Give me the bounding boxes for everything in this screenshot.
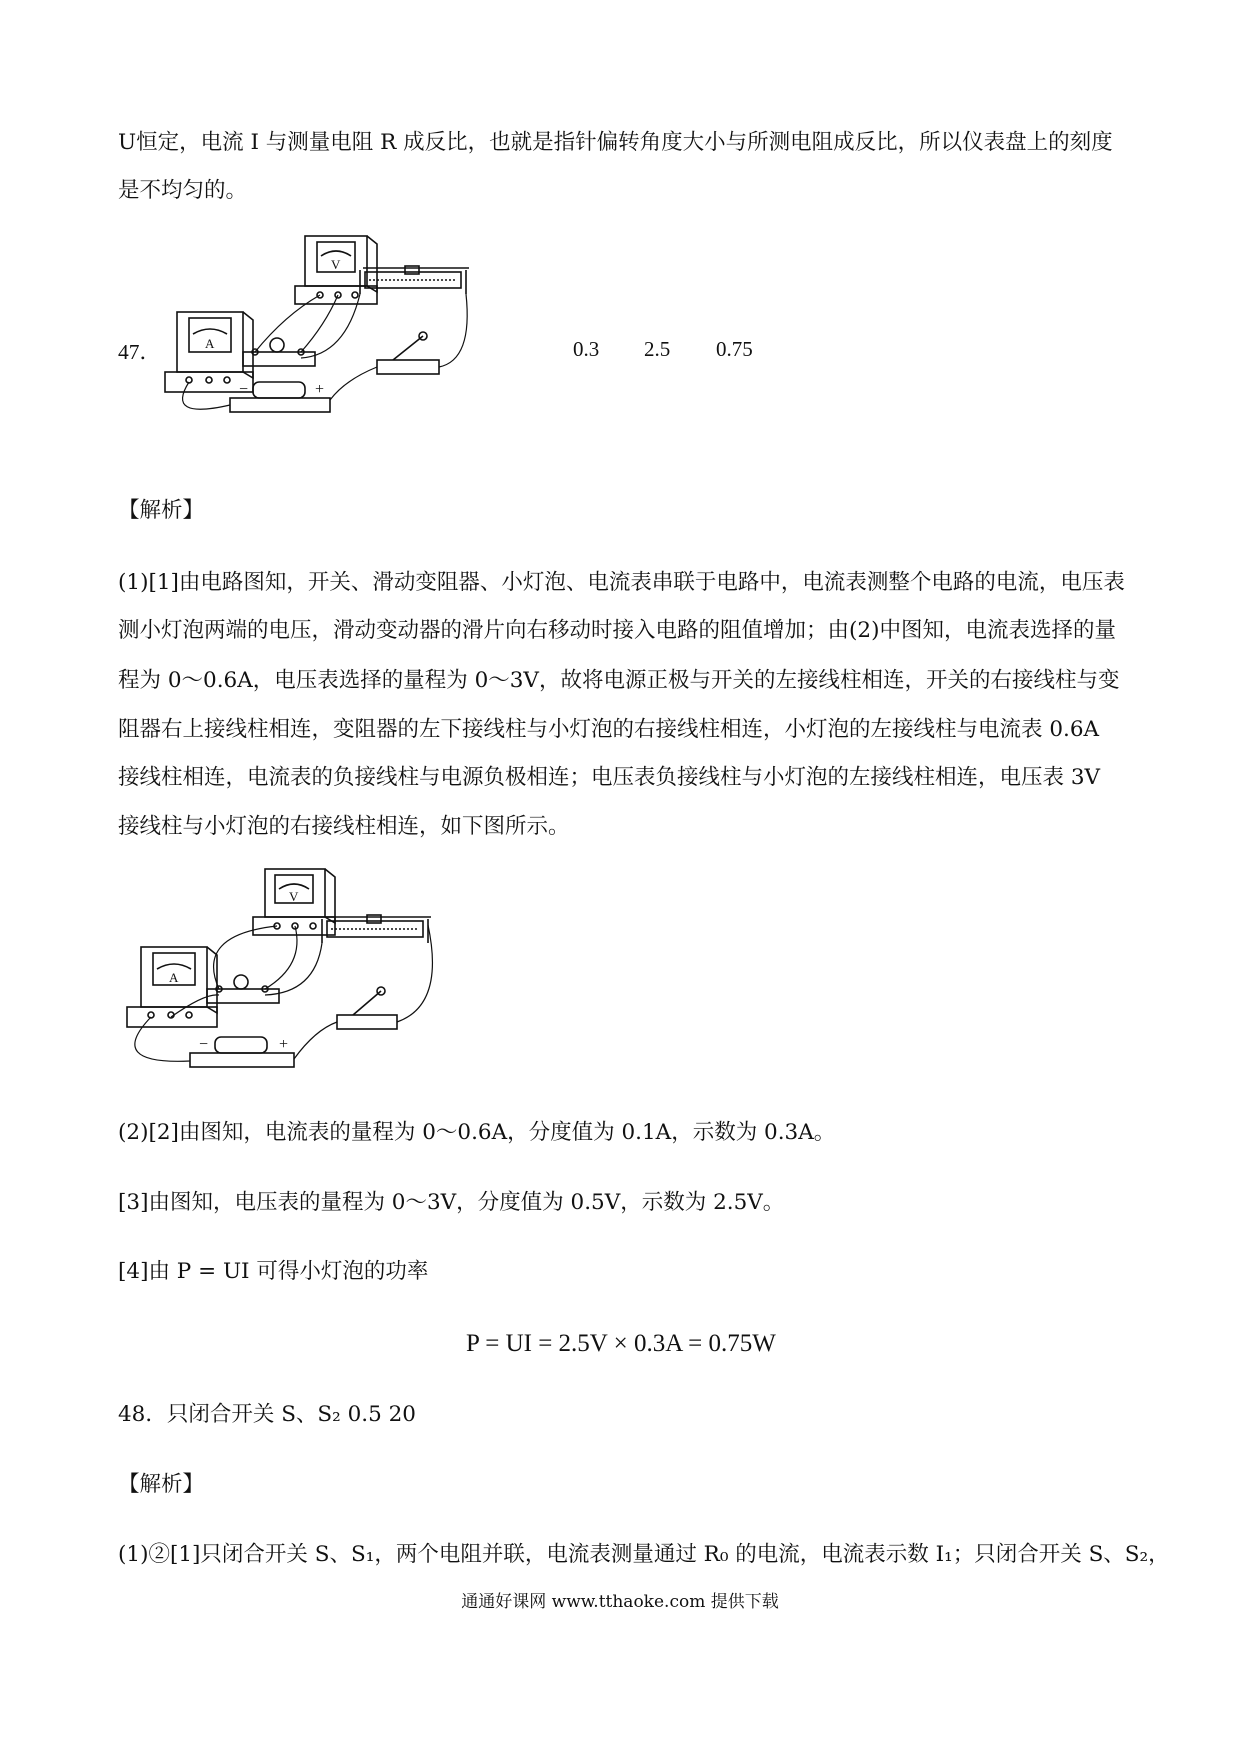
power-formula: P = UI = 2.5V × 0.3A = 0.75W: [466, 1330, 776, 1357]
svg-text:V: V: [289, 889, 299, 904]
battery-icon: [230, 381, 330, 412]
svg-text:A: A: [169, 970, 179, 985]
intro-line-1: U恒定，电流 I 与测量电阻 R 成反比，也就是指针偏转角度大小与所测电阻成反比，所以仪表盘上的刻度: [118, 130, 1113, 155]
q48-line: 48．只闭合开关 S、S₂ 0.5 20: [118, 1402, 416, 1427]
q47-answer-3: 0.75: [716, 337, 753, 361]
analysis-line-3: [3]由图知，电压表的量程为 0～3V，分度值为 0.5V，示数为 2.5V。: [118, 1190, 785, 1215]
analysis-line: (1)[1]由电路图知，开关、滑动变阻器、小灯泡、电流表串联于电路中，电流表测整个电路的电流，电压表: [118, 570, 1125, 595]
q47-number: 47．: [118, 340, 162, 364]
analysis-line: 测小灯泡两端的电压，滑动变动器的滑片向右移动时接入电路的阻值增加；由(2)中图知，电流表选择的量: [118, 618, 1116, 643]
circuit-figure-1: [155, 230, 535, 460]
svg-text:+: +: [279, 1036, 289, 1053]
q48-analysis-heading: 【解析】: [118, 1472, 205, 1497]
circuit-figure-2: [115, 865, 485, 1090]
analysis-line: 接线柱与小灯泡的右接线柱相连，如下图所示。: [118, 814, 570, 839]
svg-text:−: −: [199, 1036, 209, 1053]
ammeter-icon: [165, 312, 253, 392]
voltmeter-label: V: [331, 257, 341, 272]
svg-text:+: +: [315, 381, 325, 398]
analysis-heading: 【解析】: [118, 498, 205, 523]
switch-icon: [377, 332, 439, 374]
q47-answer-1: 0.3: [573, 337, 600, 361]
analysis-line-2: (2)[2]由图知，电流表的量程为 0～0.6A，分度值为 0.1A，示数为 0.3A。: [118, 1120, 836, 1145]
svg-text:−: −: [239, 381, 249, 398]
q47-answer-2: 2.5: [644, 337, 671, 361]
q48-analysis-line: (1)②[1]只闭合开关 S、S₁，两个电阻并联，电流表测量通过 R₀ 的电流，电流表示数 I₁；只闭合开关 S、S₂，: [118, 1542, 1170, 1567]
intro-line-2: 是不均匀的。: [118, 178, 248, 203]
voltmeter-icon: [295, 236, 377, 304]
page-footer: 通通好课网 www.tthaoke.com 提供下载: [461, 1592, 779, 1612]
analysis-line: 程为 0～0.6A，电压表选择的量程为 0～3V，故将电源正极与开关的左接线柱相连，开关的右接线柱与变: [118, 668, 1120, 693]
analysis-line: 接线柱相连，电流表的负接线柱与电源负极相连；电压表负接线柱与小灯泡的左接线柱相连，电压表 3V: [118, 765, 1101, 790]
rheostat-icon: [322, 915, 431, 943]
switch-icon: [337, 987, 397, 1029]
analysis-line: 阻器右上接线柱相连，变阻器的左下接线柱与小灯泡的右接线柱相连，小灯泡的左接线柱与电流表 0.6A: [118, 717, 1100, 742]
ammeter-label: A: [205, 336, 215, 351]
analysis-line-4: [4]由 P = UI 可得小灯泡的功率: [118, 1259, 429, 1284]
battery-icon: [190, 1036, 294, 1067]
ammeter-icon: [127, 947, 217, 1027]
